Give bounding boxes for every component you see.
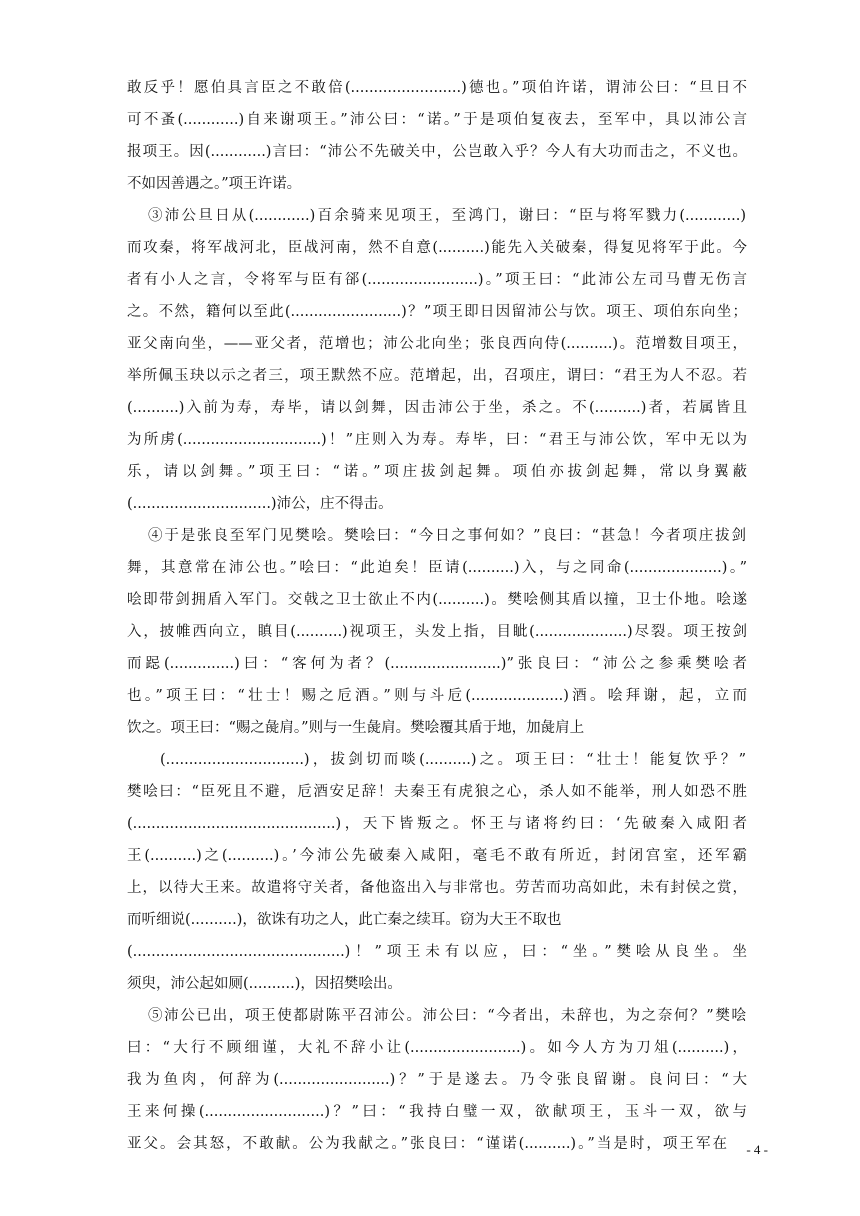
text-line: (..........)入前为寿，寿毕，请以剑舞，因击沛公于坐，杀之。不(..........)者，若属皆且 xyxy=(127,400,747,416)
text-line: 舞，其意常在沛公也。”哙曰：“此迫矣！臣请(..........)入，与之同命(....................)。” xyxy=(127,560,747,576)
text-line: 也。”项王曰：“壮士！赐之卮酒。”则与斗卮(....................)酒。哙拜谢，起，立而 xyxy=(127,688,747,704)
paragraph-3-start: ③沛公旦日从(............)百余骑来见项王，至鸿门，谢曰：“臣与将军戮力(............) xyxy=(148,208,746,224)
text-line: 我为鱼肉，何辞为(........................)？”于是遂去。乃令张良留谢。良问曰：“大 xyxy=(127,1072,747,1088)
text-line: 王来何操(..........................)？”曰：“我持白璧一双，欲献项王，玉斗一双，欲与 xyxy=(127,1104,747,1120)
text-line: (..............................)沛公，庄不得击。 xyxy=(127,496,393,512)
text-line: 亚父南向坐，——亚父者，范增也；沛公北向坐；张良西向侍(..........)。范增数目项王， xyxy=(127,336,747,352)
text-line: 哙即带剑拥盾入军门。交戟之卫士欲止不内(..........)。樊哙侧其盾以撞，卫士仆地。哙遂 xyxy=(127,592,747,608)
text-line: 者有小人之言，令将军与臣有郤(........................)。”项王曰：“此沛公左司马曹无伤言 xyxy=(127,272,747,288)
text-line: 饮之。项王曰：“赐之彘肩。”则与一生彘肩。樊哙覆其盾于地，加彘肩上 xyxy=(127,720,585,736)
text-line: 之。不然，籍何以至此(........................)？”项王即日因留沛公与饮。项王、项伯东向坐； xyxy=(127,304,747,320)
text-line: (..............................................)！”项王未有以应，曰：“坐。”樊哙从良坐。坐 xyxy=(127,944,747,960)
text-line: 而跽(..............)曰：“客何为者？(........................)”张良曰：“沛公之参乘樊哙者 xyxy=(127,656,747,672)
paragraph-5-start: ⑤沛公已出，项王使都尉陈平召沛公。沛公曰：“今者出，未辞也，为之奈何？”樊哙 xyxy=(148,1008,746,1024)
text-line: 举所佩玉玦以示之者三，项王默然不应。范增起，出，召项庄，谓曰：“君王为人不忍。若 xyxy=(127,368,747,384)
text-line: 不如因善遇之。”项王许诺。 xyxy=(127,176,302,192)
text-line: 可不蚤(............)自来谢项王。”沛公曰：“诺。”于是项伯复夜去，至军中，具以沛公言 xyxy=(127,112,747,128)
text-line: 王(..........)之(..........)。’今沛公先破秦入咸阳，毫毛不敢有所近，封闭宫室，还军霸 xyxy=(127,848,747,864)
text-line: 入，披帷西向立，瞋目(..........)视项王，头发上指，目眦(....................)尽裂。项王按剑 xyxy=(127,624,747,640)
text-line: 报项王。因(............)言曰：“沛公不先破关中，公岂敢入乎？今人有大功而击之，不义也。 xyxy=(127,144,747,160)
text-line: 曰：“大行不顾细谨，大礼不辞小让(........................)。如今人方为刀俎(..........)， xyxy=(127,1040,747,1056)
text-line: 亚父。会其怒，不敢献。公为我献之。”张良曰：“谨诺(..........)。”当是时，项王军在 xyxy=(127,1136,727,1152)
text-line: 须臾，沛公起如厕(..........)，因招樊哙出。 xyxy=(127,976,402,992)
text-line: (..............................)，拔剑切而啖(..........)之。项王曰：“壮士！能复饮乎？” xyxy=(160,752,746,768)
paragraph-4-start: ④于是张良至军门见樊哙。樊哙曰：“今日之事何如？”良曰：“甚急！今者项庄拔剑 xyxy=(148,528,746,544)
text-line: 为所虏(..............................)！”庄则入为寿。寿毕，曰：“君王与沛公饮，军中无以为 xyxy=(127,432,747,448)
text-line: 乐，请以剑舞。”项王曰：“诺。”项庄拔剑起舞。项伯亦拔剑起舞，常以身翼蔽 xyxy=(127,464,747,480)
text-line: 而攻秦，将军战河北，臣战河南，然不自意(..........)能先入关破秦，得复见将军于此。今 xyxy=(127,240,747,256)
text-line: 上，以待大王来。故遣将守关者，备他盗出入与非常也。劳苦而功高如此，未有封侯之赏， xyxy=(127,880,747,896)
page-number: - 4 - xyxy=(746,1142,768,1157)
text-line: (............................................)，天下皆叛之。怀王与诸将约曰：‘先破秦入咸阳者 xyxy=(127,816,747,832)
text-line: 而听细说(..........)，欲诛有功之人，此亡秦之续耳。窃为大王不取也 xyxy=(127,912,562,928)
text-line: 敢反乎！愿伯具言臣之不敢倍(........................)德也。”项伯许诺，谓沛公曰：“旦日不 xyxy=(127,80,747,96)
text-line: 樊哙曰：“臣死且不避，卮酒安足辞！夫秦王有虎狼之心，杀人如不能举，刑人如恐不胜 xyxy=(127,784,747,800)
